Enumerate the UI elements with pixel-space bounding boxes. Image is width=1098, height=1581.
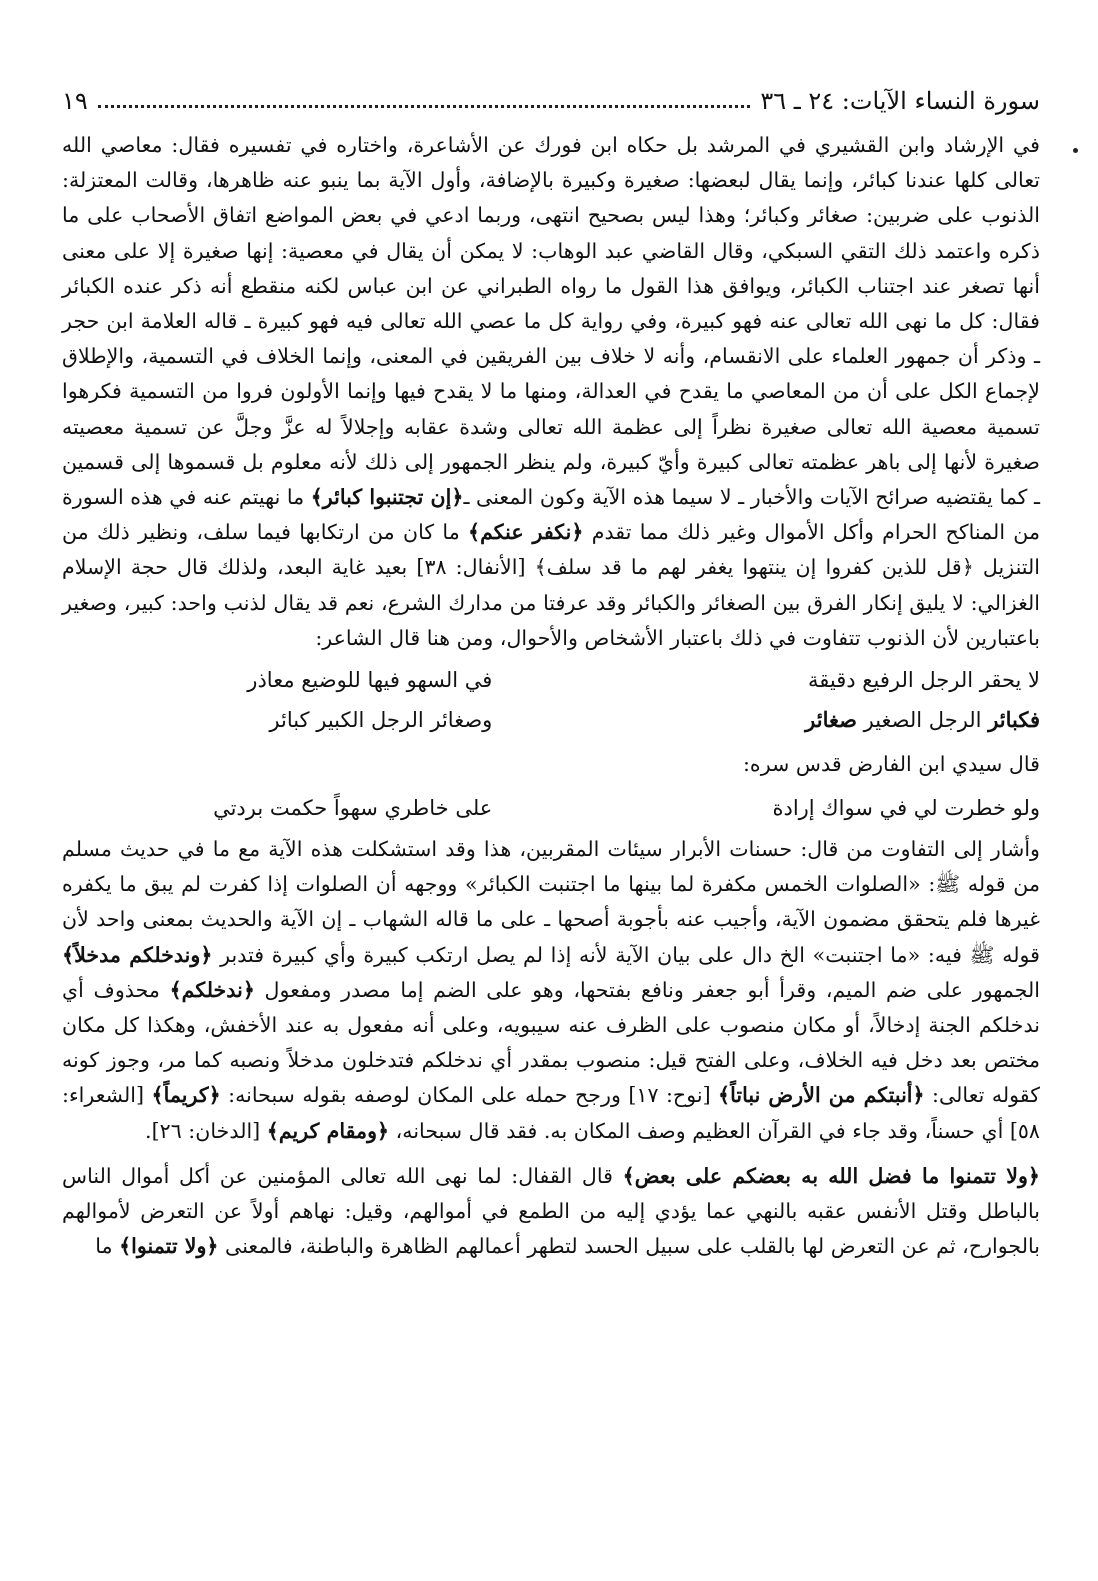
body-text bbox=[62, 128, 1040, 1264]
text-run: ما كان من ارتكابها فيما سلف، ونظير ذلك من التنزيل ﴿قل للذين كفروا إن ينتهوا يغفر لهم ما قد سلف﴾ [الأنفال: ٣٨] بعيد غاية البعد، ولذلك قال حجة الإسلام الغزالي: لا يليق إنكار الفرق بين الصغائر والكبائر وقد عرفتا من مدارك الشرع، نعم قد يقال لذنب واحد: كبير، وصغير باعتبارين لأن الذنوب تتفاوت في ذلك باعتبار الأشخاص والأحوال، ومن هنا قال الشاعر: bbox=[62, 520, 1040, 650]
text-run: محذوف أي ندخلكم الجنة إدخالاً، أو مكان منصوب على الظرف عنه سيبويه، وعلى أنه مفعول به عند الأخفش، وهكذا كل مكان مختص بعد دخل فيه الخلاف، وعلى الفتح قيل: منصوب بمقدر أي ندخلكم فتدخلون مدخلاً ونصبه كما مر، وجوز كونه كقوله تعالى: bbox=[62, 977, 1040, 1108]
text-run: [الشعراء: ٥٨] أي حسناً، وقد جاء في القرآن العظيم وصف المكان به. فقد قال سبحانه، bbox=[62, 1083, 1040, 1143]
quran-quote: ﴿وندخلكم مدخلاً﴾ bbox=[62, 942, 213, 967]
quran-quote: ﴿ولا تتمنوا﴾ bbox=[119, 1234, 219, 1259]
verse-row bbox=[62, 660, 1040, 700]
running-header bbox=[62, 78, 1040, 118]
quran-quote: ﴿كريماً﴾ bbox=[151, 1083, 221, 1108]
verse-second-hemistich: على خاطري سهواً حكمت بردتي bbox=[213, 796, 493, 821]
page-number: ١٩ bbox=[62, 87, 88, 115]
verse-first-hemistich bbox=[571, 700, 1040, 740]
paragraph-2 bbox=[62, 832, 1040, 1149]
poem-verses-1 bbox=[62, 660, 1040, 740]
quran-quote: ﴿إن تجتنبوا كبائر﴾ bbox=[310, 485, 464, 510]
verse-second-hemistich: وصغائر الرجل الكبير كبائر bbox=[269, 708, 493, 733]
text-run: الجمهور على ضم الميم، وقرأ أبو جعفر ونافع بفتحها، وهو على الضم إما مصدر ومفعول bbox=[254, 977, 1040, 1002]
paragraph-1 bbox=[62, 128, 1040, 656]
quran-quote: ﴿ومقام كريم﴾ bbox=[266, 1118, 390, 1143]
quran-quote: ﴿أنبتكم من الأرض نباتاً﴾ bbox=[718, 1083, 925, 1108]
text-run: [نوح: ١٧] ورجح حمله على المكان لوصفه بقوله سبحانه: bbox=[220, 1083, 719, 1108]
margin-dot bbox=[1073, 148, 1078, 153]
quran-quote: ﴿ندخلكم﴾ bbox=[169, 977, 255, 1002]
text-run: وأشار إلى التفاوت من قال: حسنات الأبرار سيئات المقربين، هذا وقد استشكلت هذه الآية مع ما في حديث مسلم من قوله ﷺ: «الصلوات الخمس مكفرة لما بينها ما اجتنبت الكبائر» ووجهه أن الصلوات إذا كفرت لم يبق ما يكفره غيرها فلم يتحقق مضمون الآية، وأجيب عنه بأجوبة أصحها ـ على ما قاله الشهاب ـ إن الآية والحديث بمعنى واحد لأن قوله ﷺ فيه: «ما اجتنبت» الخ دال على بيان الآية لأنه إذا لم يصل ارتكب كبيرة وأي كبيرة فتدبر bbox=[62, 837, 1040, 967]
text-run: ما نهيتم عنه في هذه السورة من المناكح الحرام وأكل الأموال وغير ذلك مما تقدم bbox=[62, 485, 1041, 545]
quran-quote: ﴿ولا تتمنوا ما فضل الله به بعضكم على بعض﴾ bbox=[622, 1163, 1041, 1188]
verse-intro: قال سيدي ابن الفارض قدس سره: bbox=[742, 752, 1040, 777]
quran-quote: ﴿نكفر عنكم﴾ bbox=[468, 520, 584, 545]
verse-first-hemistich: ولو خطرت لي في سواك إرادة bbox=[772, 796, 1040, 821]
paragraph-3 bbox=[62, 1159, 1040, 1265]
verse-first-hemistich: لا يحقر الرجل الرفيع دقيقة bbox=[808, 668, 1040, 693]
dotted-leader bbox=[98, 105, 751, 108]
verse-row bbox=[62, 700, 1040, 740]
poem-verses-2 bbox=[62, 788, 1040, 828]
sura-title: سورة النساء الآيات: ٢٤ ـ ٣٦ bbox=[760, 87, 1040, 115]
verse-row bbox=[62, 788, 1040, 828]
text-run: [الدخان: ٢٦]. bbox=[145, 1118, 267, 1143]
bold-word: فكبائر bbox=[988, 707, 1040, 733]
text-run: في الإرشاد وابن القشيري في المرشد بل حكاه ابن فورك عن الأشاعرة، واختاره في تفسيره فقال: معاصي الله تعالى كلها عندنا كبائر، وإنما يقال لبعضها: صغيرة وكبيرة بالإضافة، وأول الآية بما ينبو عنه ظاهرها، وقالت المعتزلة: الذنوب على ضربين: صغائر وكبائر؛ وهذا ليس بصحيح انتهى، وربما ادعي في بعض المواضع اتفاق الأصحاب على ما ذكره واعتمد ذلك التقي السبكي، وقال القاضي عبد الوهاب: لا يمكن أن يقال في معصية: إنها صغيرة إلا على معنى أنها تصغر عند اجتناب الكبائر، ويوافق هذا القول ما رواه الطبراني عن ابن عباس لكنه منقطع أنه ذكر عنده الكبائر فقال: كل ما نهى الله تعالى عنه فهو كبيرة، وفي رواية كل ما عصي الله تعالى فيه فهو كبيرة ـ قاله العلامة ابن حجر ـ وذكر أن جمهور العلماء على الانقسام، وأنه لا خلاف بين الفريقين في المعنى، وإنما الخلاف في التسمية، والإطلاق لإجماع الكل على أن من المعاصي ما يقدح في العدالة، ومنها ما لا يقدح فيها وإنما الأولون فروا من التسمية فكرهوا تسمية معصية الله تعالى صغيرة نظراً إلى عظمة الله تعالى وشدة عقابه وإجلالاً له عزَّ وجلَّ عن تسمية معصيته صغيرة لأنها إلى باهر عظمته تعالى كبيرة وأيّ كبيرة، ولم ينظر الجمهور إلى ذلك لأنه معلوم بل قسموها إلى قسمين ـ كما يقتضيه صرائح الآيات والأخبار ـ لا سيما هذه الآية وكون المعنى ـ bbox=[62, 133, 1041, 510]
page bbox=[62, 78, 1040, 1264]
text-run: ما bbox=[95, 1234, 120, 1259]
text-run: قال القفال: لما نهى الله تعالى المؤمنين عن أكل أموال الناس بالباطل وقتل الأنفس عقبه بالنهي عما يؤدي إليه من الطمع في أموالهم، وقيل: نهاهم أولاً عن التعرض لأموالهم بالجوارح، ثم عن التعرض لها بالقلب على سبيل الحسد لتطهر أعمالهم الظاهرة والباطنة، فالمعنى bbox=[62, 1163, 1041, 1259]
text-run: الرجل الصغير bbox=[856, 708, 989, 733]
verse-second-hemistich: في السهو فيها للوضيع معاذر bbox=[247, 668, 493, 693]
bold-word: صغائر bbox=[805, 707, 857, 733]
